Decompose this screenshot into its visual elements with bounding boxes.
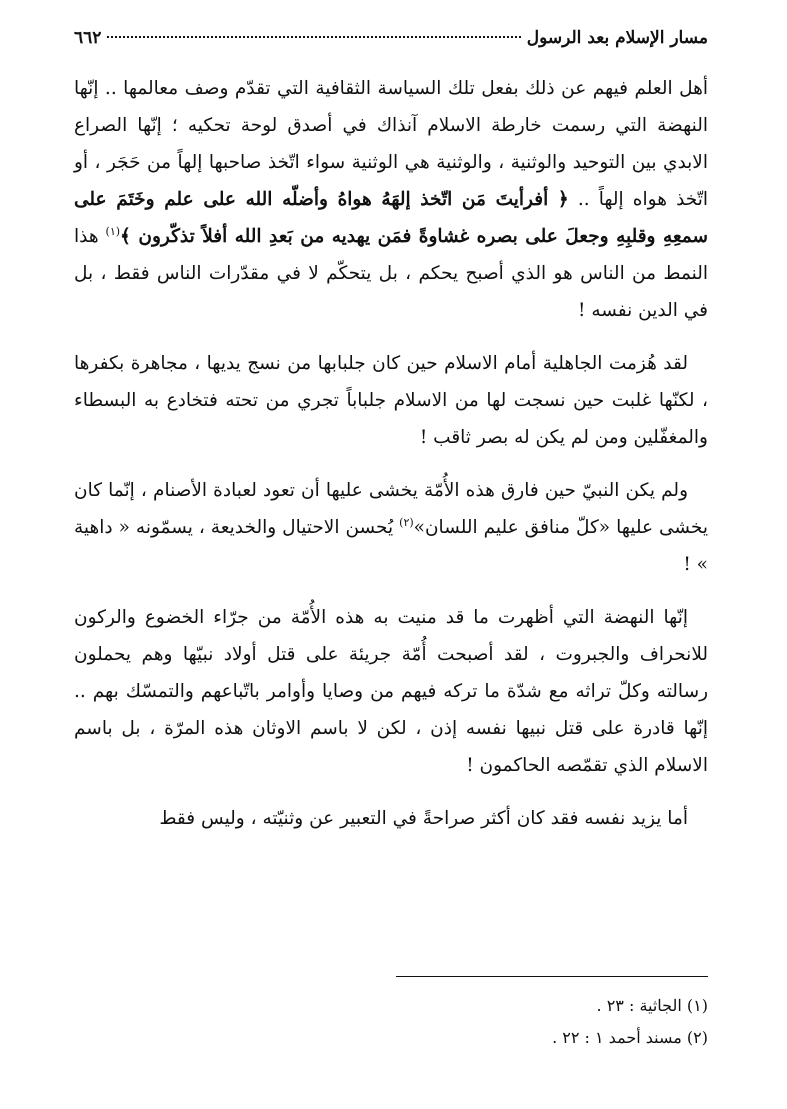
paragraph-4: إنّها النهضة التي أظهرت ما قد منيت به هذه الأُمّة من جرّاء الخضوع والركون للانحراف والجبروت ، لقد أصبحت أُمّة جريئة على قتل أولاد نبيّها وهم يحملون رسالته وكلّ تراثه مع شدّة ما تركه فيهم من وصايا وأوامر باتّباعهم والتمسّك بهم .. إنّها قادرة على قتل نبيها نفسه إذن ، لكن لا باسم الاوثان هذه المرّة ، بل باسم الاسلام الذي تقمّصه الحاكمون !: [74, 607, 708, 776]
book-page: [74, 28, 708, 1088]
paragraph-3-text-b: يُحسن الاحتيال والخديعة ، يسمّونه « داهية » !: [74, 517, 708, 575]
footnote-1: (١) الجاثية : ٢٣ .: [596, 996, 708, 1015]
paragraph-5: أما يزيد نفسه فقد كان أكثر صراحةً في التعبير عن وثنيّته ، وليس فقط: [159, 808, 688, 829]
paragraph-1: [74, 70, 708, 329]
footnotes: [74, 990, 708, 1054]
footnote-ref-1: (١): [105, 224, 121, 238]
paragraph-1-text-b: هذا النمط من الناس هو الذي أصبح يحكم ، بل يتحكّم لا في مقدّرات الناس فقط ، بل في الدين نفسه !: [74, 226, 708, 321]
body-text: [74, 70, 708, 837]
paragraph-1-text-a: أهل العلم فيهم عن ذلك بفعل تلك السياسة الثقافية التي تقدّم وصف معالمها .. إنّها النهضة التي رسمت خارطة الاسلام آنذاك في أصدق لوحة تحكيه ؛ إنّها الصراع الابدي بين التوحيد والوثنية ، والوثنية هي الوثنية سواء اتّخذ صاحبها إلهاً من حَجَر ، أو اتّخذ هواه إلهاً ..: [74, 78, 709, 210]
footnote-2: (٢) مسند أحمد ١ : ٢٢ .: [552, 1028, 708, 1047]
paragraph-3: [74, 472, 708, 583]
header-leader-dots: [107, 36, 520, 38]
running-title: مسار الإسلام بعد الرسول: [526, 28, 708, 48]
page-number: ٦٦٢: [74, 28, 102, 48]
paragraph-2: لقد هُزمت الجاهلية أمام الاسلام حين كان جلبابها من نسج يديها ، مجاهرة بكفرها ، لكنّها غلبت حين نسجت لها من الاسلام جلباباً تجري من تحته فتخادع به البسطاء والمغفّلين ومن لم يكن له بصر ثاقب !: [74, 353, 708, 448]
footnote-ref-2: (٢): [399, 515, 414, 529]
footnote-divider: [396, 976, 708, 977]
page-header: [74, 28, 708, 56]
paragraph-3-text-a: ولم يكن النبيّ حين فارق هذه الأُمّة يخشى عليها أن تعود لعبادة الأصنام ، إنّما كان يخشى عليها «كلّ منافق عليم اللسان»: [74, 480, 708, 538]
quran-verse: ﴿ أفرأيتَ مَن اتّخذ إلهَهُ هواهُ وأضلّه الله على علم وخَتَمَ على سمعِهِ وقلبِهِ وجعلَ على بصره غشاوةً فمَن يهديه من بَعدِ الله أفلاً تذكّرون ﴾: [74, 189, 708, 247]
